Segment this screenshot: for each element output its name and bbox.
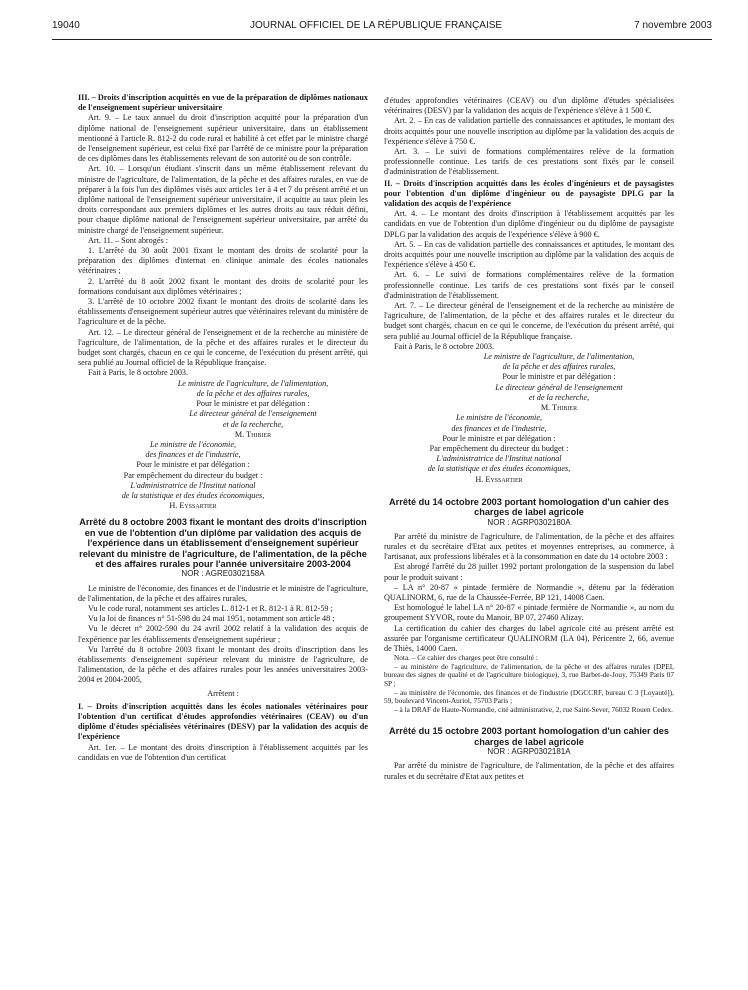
- signature-line: Par empêchement du directeur du budget :: [123, 470, 263, 480]
- signature-line: Par empêchement du directeur du budget :: [429, 443, 569, 453]
- signature-block: [384, 352, 674, 413]
- decree-paragraph: Est abrogé l'arrêté du 28 juillet 1992 portant prolongation de la suspension du label pour le produit suivant :: [384, 562, 674, 582]
- note-line: Nota. – Ce cahier des charges peut être consulté :: [394, 653, 538, 663]
- article-11-item: 1. L'arrêté du 30 août 2001 fixant le montant des droits de scolarité pour la préparation des diplômes d'internat en clinique animale des écoles nationales vétérinaires ;: [78, 246, 368, 276]
- nor-reference: NOR : AGRE0302158A: [181, 569, 265, 579]
- signatory-name: H. Eyssartier: [169, 501, 217, 511]
- page-header: [52, 20, 712, 36]
- section-title: I. – Droits d'inscription acquittés dans les écoles nationales vétérinaires pour l'obtention d'un certificat d'études approfondies vétérinaires (CEAV) ou d'un diplôme d'études spécialisées vétérinaires (DESV) par la validation des acquis de l'expérience: [78, 701, 368, 742]
- signing-place-date: Fait à Paris, le 8 octobre 2003.: [394, 341, 495, 351]
- signatory-name: M. Thibier: [540, 403, 578, 413]
- article-7: Art. 7. – Le directeur général de l'enseignement et de la recherche au ministère de l'agriculture, de l'alimentation, de la pêche et des affaires rurales et le directeur du budget sont chargés, chacun en ce qui le concerne, de l'exécution du présent arrêté, qui sera publié au Journal officiel de la République française.: [384, 301, 674, 341]
- signature-line: et de la recherche,: [222, 419, 284, 429]
- article-9: Art. 9. – Le taux annuel du droit d'inscription acquitté pour la préparation d'un diplôme national de l'enseignement supérieur universitaire, dans un établissement mentionné à l'article R. 812-2 du code rural et habilité à cet effet par le ministre chargé de l'enseignement supérieur, est celui fixé par l'arrêté de ce ministre pour la préparation de ces diplômes dans les établissements relevant de son autorité ou de son contrôle.: [78, 113, 368, 164]
- decree-paragraph: La certification du cahier des charges du label agricole cité au présent arrêté est assurée par l'organisme certificateur QUALINORM (LA 04), Péricentre 2, 66, avenue de Thiès, 14000 Caen.: [384, 623, 674, 653]
- signature-line: Le ministre de l'agriculture, de l'alimentation,: [177, 378, 329, 388]
- decree-title: Arrêté du 14 octobre 2003 portant homologation d'un cahier des charges de label agricole: [389, 496, 669, 518]
- journal-title: JOURNAL OFFICIEL DE LA RÉPUBLIQUE FRANÇAISE: [250, 20, 503, 31]
- decree-paragraph: Par arrêté du ministre de l'agriculture, de l'alimentation, de la pêche et des affaires rurales et du secrétaire d'Etat aux petites et: [384, 761, 674, 781]
- article-11-item: 3. L'arrêté de 10 octobre 2002 fixant le montant des droits de scolarité dans les établissements d'enseignement supérieur autres que vétérinaires relevant du ministère de l'agriculture et de la pêche.: [78, 297, 368, 327]
- citation: Vu le décret n° 2002-590 du 24 avril 2002 relatif à la validation des acquis de l'expérience par les établissements d'enseignement supérieur ;: [78, 624, 368, 644]
- note-line: – au ministère de l'économie, des finances et de l'industrie (DGCCRF, bureau C 3 [Loyauté]), 59, boulevard Vincent-Auriol, 75703 Paris ;: [384, 687, 674, 706]
- signature-line: de la statistique et des études économiques,: [427, 464, 571, 474]
- page-number: 19040: [52, 20, 80, 31]
- left-column: [78, 92, 368, 763]
- decree-paragraph: Par arrêté du ministre de l'agriculture, de l'alimentation, de la pêche et des affaires rurales et du secrétaire d'Etat aux petites et moyennes entreprises, au commerce, à l'artisanat, aux professions libérales et à la consommation en date du 14 octobre 2003 :: [384, 531, 674, 562]
- enacting-formula: Arrêtent :: [207, 688, 239, 698]
- signature-block: [78, 440, 368, 511]
- signature-block: [384, 413, 674, 484]
- signing-place-date: Fait à Paris, le 8 octobre 2003.: [88, 368, 189, 378]
- issue-date: 7 novembre 2003: [634, 20, 712, 31]
- signature-line: de la statistique et des études économiques,: [121, 490, 265, 500]
- preamble: Le ministre de l'économie, des finances et de l'industrie et le ministre de l'agriculture, de l'alimentation, de la pêche et des affaires rurales,: [78, 583, 368, 603]
- decree-paragraph: – LA n° 20-87 « pintade fermière de Normandie », détenu par la fédération QUALINORM, 6, rue de la Chaussée-Ferrée, BP 121, 14008 Caen.: [384, 582, 674, 602]
- signature-line: Le ministre de l'économie,: [149, 439, 237, 449]
- signature-line: et de la recherche,: [528, 392, 590, 402]
- nor-reference: NOR : AGRP0302180A: [487, 517, 571, 527]
- decree-title: Arrêté du 8 octobre 2003 fixant le montant des droits d'inscription en vue de l'obtention d'un diplôme par validation des acquis de l'expérience dans un établissement d'enseignement supérieur relevant du ministre de l'agriculture, de l'alimentation, de la pêche et des affaires rurales pour l'année universitaire 2003-2004: [79, 517, 367, 569]
- citation: Vu l'arrêté du 8 octobre 2003 fixant le montant des droits d'inscription dans les établissements d'enseignement supérieur relevant du ministre de l'agriculture, de l'alimentation, de la pêche et des affaires rurales pour les années universitaires 2003-2004 et 2004-2005,: [78, 644, 368, 685]
- signature-line: Le ministre de l'économie,: [455, 413, 543, 423]
- article-5: Art. 5. – En cas de validation partielle des connaissances et aptitudes, le montant des droits acquittés pour une nouvelle inscription au diplôme par la validation des acquis de l'expérience s'élève à 450 €.: [384, 239, 674, 270]
- header-rule: [52, 39, 712, 40]
- section-title: III. – Droits d'inscription acquittés en vue de la préparation de diplômes nationaux de l'enseignement supérieur universitaire: [78, 93, 368, 113]
- signature-line: Le ministre de l'agriculture, de l'alimentation,: [483, 352, 635, 362]
- note-line: – au ministère de l'agriculture, de l'alimentation, de la pêche et des affaires rurales (DPEI, bureau des signes de qualité et de l'agriculture biologique), 3, rue Barbet-de-Jouy, 75349 Paris 07 SP ;: [384, 661, 674, 688]
- signature-line: L'administratrice de l'Institut national: [130, 480, 256, 490]
- signature-line: de la pêche et des affaires rurales,: [196, 388, 310, 398]
- article-4: Art. 4. – Le montant des droits d'inscription à l'établissement acquittés par les candidats en vue de l'obtention d'un diplôme d'ingénieur ou du diplôme de paysagiste DPLG par la validation des acquis de l'expérience s'élève à 900 €.: [384, 209, 674, 239]
- signature-block: [78, 379, 368, 440]
- article-11-item: 2. L'arrêté du 8 août 2002 fixant le montant des droits de scolarité pour les formations conduisant aux diplômes vétérinaires ;: [78, 276, 368, 296]
- signatory-name: H. Eyssartier: [475, 474, 523, 484]
- signature-line: Le directeur général de l'enseignement: [189, 409, 317, 419]
- article-1-continued: d'études approfondies vétérinaires (CEAV) ou d'un diplôme d'études spécialisées vétérinaires (DESV) par la validation des acquis de l'expérience s'élève à 1 500 €.: [384, 96, 674, 116]
- citation: Vu le code rural, notamment ses articles L. 812-1 et R. 812-1 à R. 812-59 ;: [88, 603, 333, 613]
- signature-line: des finances et de l'industrie,: [145, 450, 241, 460]
- article-11: Art. 11. – Sont abrogés :: [88, 235, 168, 245]
- article-6: Art. 6. – Le suivi de formations complémentaires relève de la formation professionnelle continue. Les tarifs de ces prestations sont fixés par le conseil d'administration de l'établissement.: [384, 270, 674, 300]
- article-2: Art. 2. – En cas de validation partielle des connaissances et aptitudes, le montant des droits acquittés pour une nouvelle inscription au diplôme par la validation des acquis de l'expérience s'élève à 750 €.: [384, 116, 674, 146]
- article-3: Art. 3. – Le suivi de formations complémentaires relève de la formation professionnelle continue. Les tarifs de ces prestations sont fixés par le conseil d'administration de l'établissement.: [384, 147, 674, 177]
- article-1: Art. 1er. – Le montant des droits d'inscription à l'établissement acquittés par les candidats en vue de l'obtention d'un certificat: [78, 742, 368, 762]
- right-column: [384, 96, 674, 782]
- signature-line: Pour le ministre et par délégation :: [196, 399, 310, 409]
- article-12: Art. 12. – Le directeur général de l'enseignement et de la recherche au ministère de l'agriculture, de l'alimentation, de la pêche et des affaires rurales et le directeur du budget sont chargés, chacun en ce qui le concerne, de l'exécution du présent arrêté, qui sera publié au Journal officiel de la République française.: [78, 327, 368, 368]
- signature-line: Pour le ministre et par délégation :: [442, 433, 556, 443]
- signatory-name: M. Thibier: [234, 429, 272, 439]
- note-line: – à la DRAF de Haute-Normandie, cité administrative, 2, rue Saint-Sever, 76032 Rouen Cedex.: [394, 704, 673, 714]
- signature-line: L'administratrice de l'Institut national: [436, 454, 562, 464]
- signature-line: Pour le ministre et par délégation :: [136, 460, 250, 470]
- section-title: II. – Droits d'inscription acquittés dans les écoles d'ingénieurs et de paysagistes pour l'obtention d'un diplôme d'ingénieur ou de paysagiste DPLG par la validation des acquis de l'expérience: [384, 178, 674, 209]
- decree-title: Arrêté du 15 octobre 2003 portant homologation d'un cahier des charges de label agricole: [389, 726, 669, 747]
- signature-line: de la pêche et des affaires rurales,: [502, 362, 616, 372]
- note-block: [384, 654, 674, 714]
- signature-line: Le directeur général de l'enseignement: [495, 382, 623, 392]
- signature-line: Pour le ministre et par délégation :: [502, 372, 616, 382]
- article-10: Art. 10. – Lorsqu'un étudiant s'inscrit dans un même établissement relevant du ministre de l'agriculture, de l'alimentation, de la pêche et des affaires rurales, en vue de préparer à la fois l'un des diplômes visés aux articles 1er à 4 et 7 du présent arrêté et un diplôme national de l'enseignement supérieur universitaire, il acquitte au taux plein les droits correspondant aux premiers diplômes et les autres droits au taux réduit défini, pour chaque diplôme national de l'enseignement supérieur universitaire, par arrêté du ministre chargé de l'enseignement supérieur.: [78, 164, 368, 235]
- nor-reference: NOR : AGRP0302181A: [487, 747, 571, 757]
- decree-paragraph: Est homologué le label LA n° 20-87 « pintade fermière de Normandie », au nom du groupement SYVOR, route du Manoir, BP 07, 27460 Alizay.: [384, 603, 674, 623]
- citation: Vu la loi de finances n° 51-598 du 24 mai 1951, notamment son article 48 ;: [88, 614, 335, 624]
- signature-line: des finances et de l'industrie,: [451, 423, 547, 433]
